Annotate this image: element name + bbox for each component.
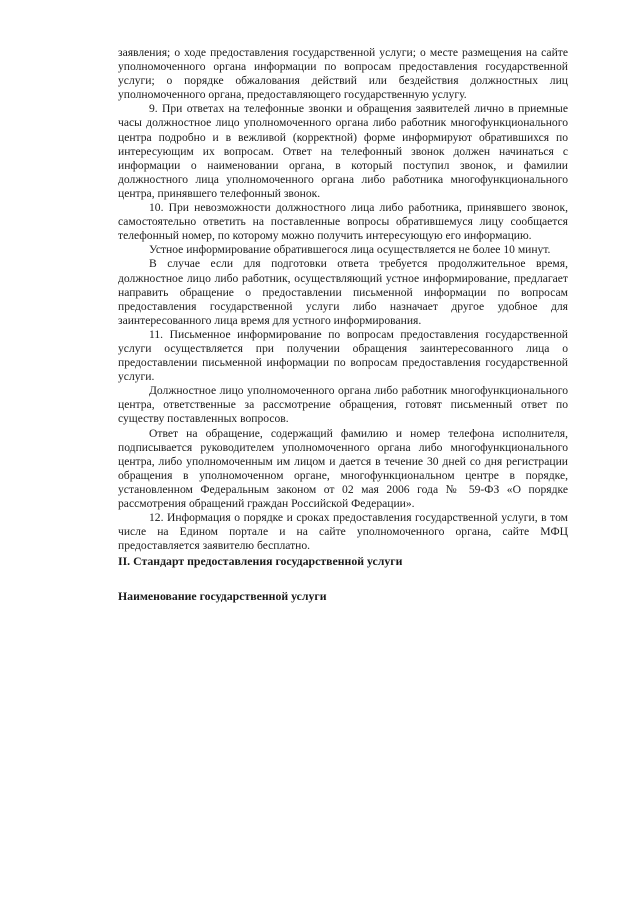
paragraph-long-answer: В случае если для подготовки ответа требуется продолжительное время, должностное лицо либо работник, осуществляющий устное информирование, предлагает направить обращение о предоставлении письменной информации по вопросам предоставления государственной услуги либо назначает другое удобное для заинтересованного лица время для устного информирования. (118, 257, 568, 327)
paragraph-answer-signing: Ответ на обращение, содержащий фамилию и номер телефона исполнителя, подписывается руководителем уполномоченного органа либо многофункционального центра, либо уполномоченным им лицом и дается в течение 30 дней со дня регистрации обращения в уполномоченном органе, многофункциональном центре в порядке, установленном Федеральным законом от 02 мая 2006 года № 59-ФЗ «О порядке рассмотрения обращений граждан Российской Федерации». (118, 426, 568, 510)
document-page (118, 46, 568, 604)
subsection-heading: Наименование государственной услуги (118, 589, 327, 604)
section-heading: II. Стандарт предоставления государственной услуги (118, 554, 403, 569)
paragraph-item-11: 11. Письменное информирование по вопросам предоставления государственной услуги осуществляется при получении обращения заинтересованного лица о предоставлении письменной информации по вопросам предоставления государственной услуги. (118, 327, 568, 384)
paragraph-item-9: 9. При ответах на телефонные звонки и обращения заявителей лично в приемные часы должностное лицо уполномоченного органа либо работник многофункционального центра подробно и в вежливой (корректной) форме информируют обратившихся по интересующим их вопросам. Ответ на телефонный звонок должен начинаться с информации о наименовании органа, в который поступил звонок, и фамилии должностного лица уполномоченного органа либо работника многофункционального центра, принявшего телефонный звонок. (118, 102, 568, 200)
paragraph-item-12: 12. Информация о порядке и сроках предоставления государственной услуги, в том числе на Едином портале и на сайте уполномоченного органа, сайте МФЦ предоставляется заявителю бесплатно. (118, 511, 568, 553)
paragraph-continuation: заявления; о ходе предоставления государственной услуги; о месте размещения на сайте уполномоченного органа информации по вопросам предоставления государственной услуги; о порядке обжалования действий или бездействия должностных лиц уполномоченного органа, предоставляющего государственную услугу. (118, 46, 568, 102)
paragraph-item-10: 10. При невозможности должностного лица либо работника, принявшего звонок, самостоятельно ответить на поставленные вопросы обратившемуся лицу сообщается телефонный номер, по которому можно получить интересующую его информацию. (118, 201, 568, 243)
paragraph-written-answer: Должностное лицо уполномоченного органа либо работник многофункционального центра, ответственные за рассмотрение обращения, готовят письменный ответ по существу поставленных вопросов. (118, 384, 568, 426)
paragraph-oral-duration: Устное информирование обратившегося лица осуществляется не более 10 минут. (149, 243, 551, 257)
